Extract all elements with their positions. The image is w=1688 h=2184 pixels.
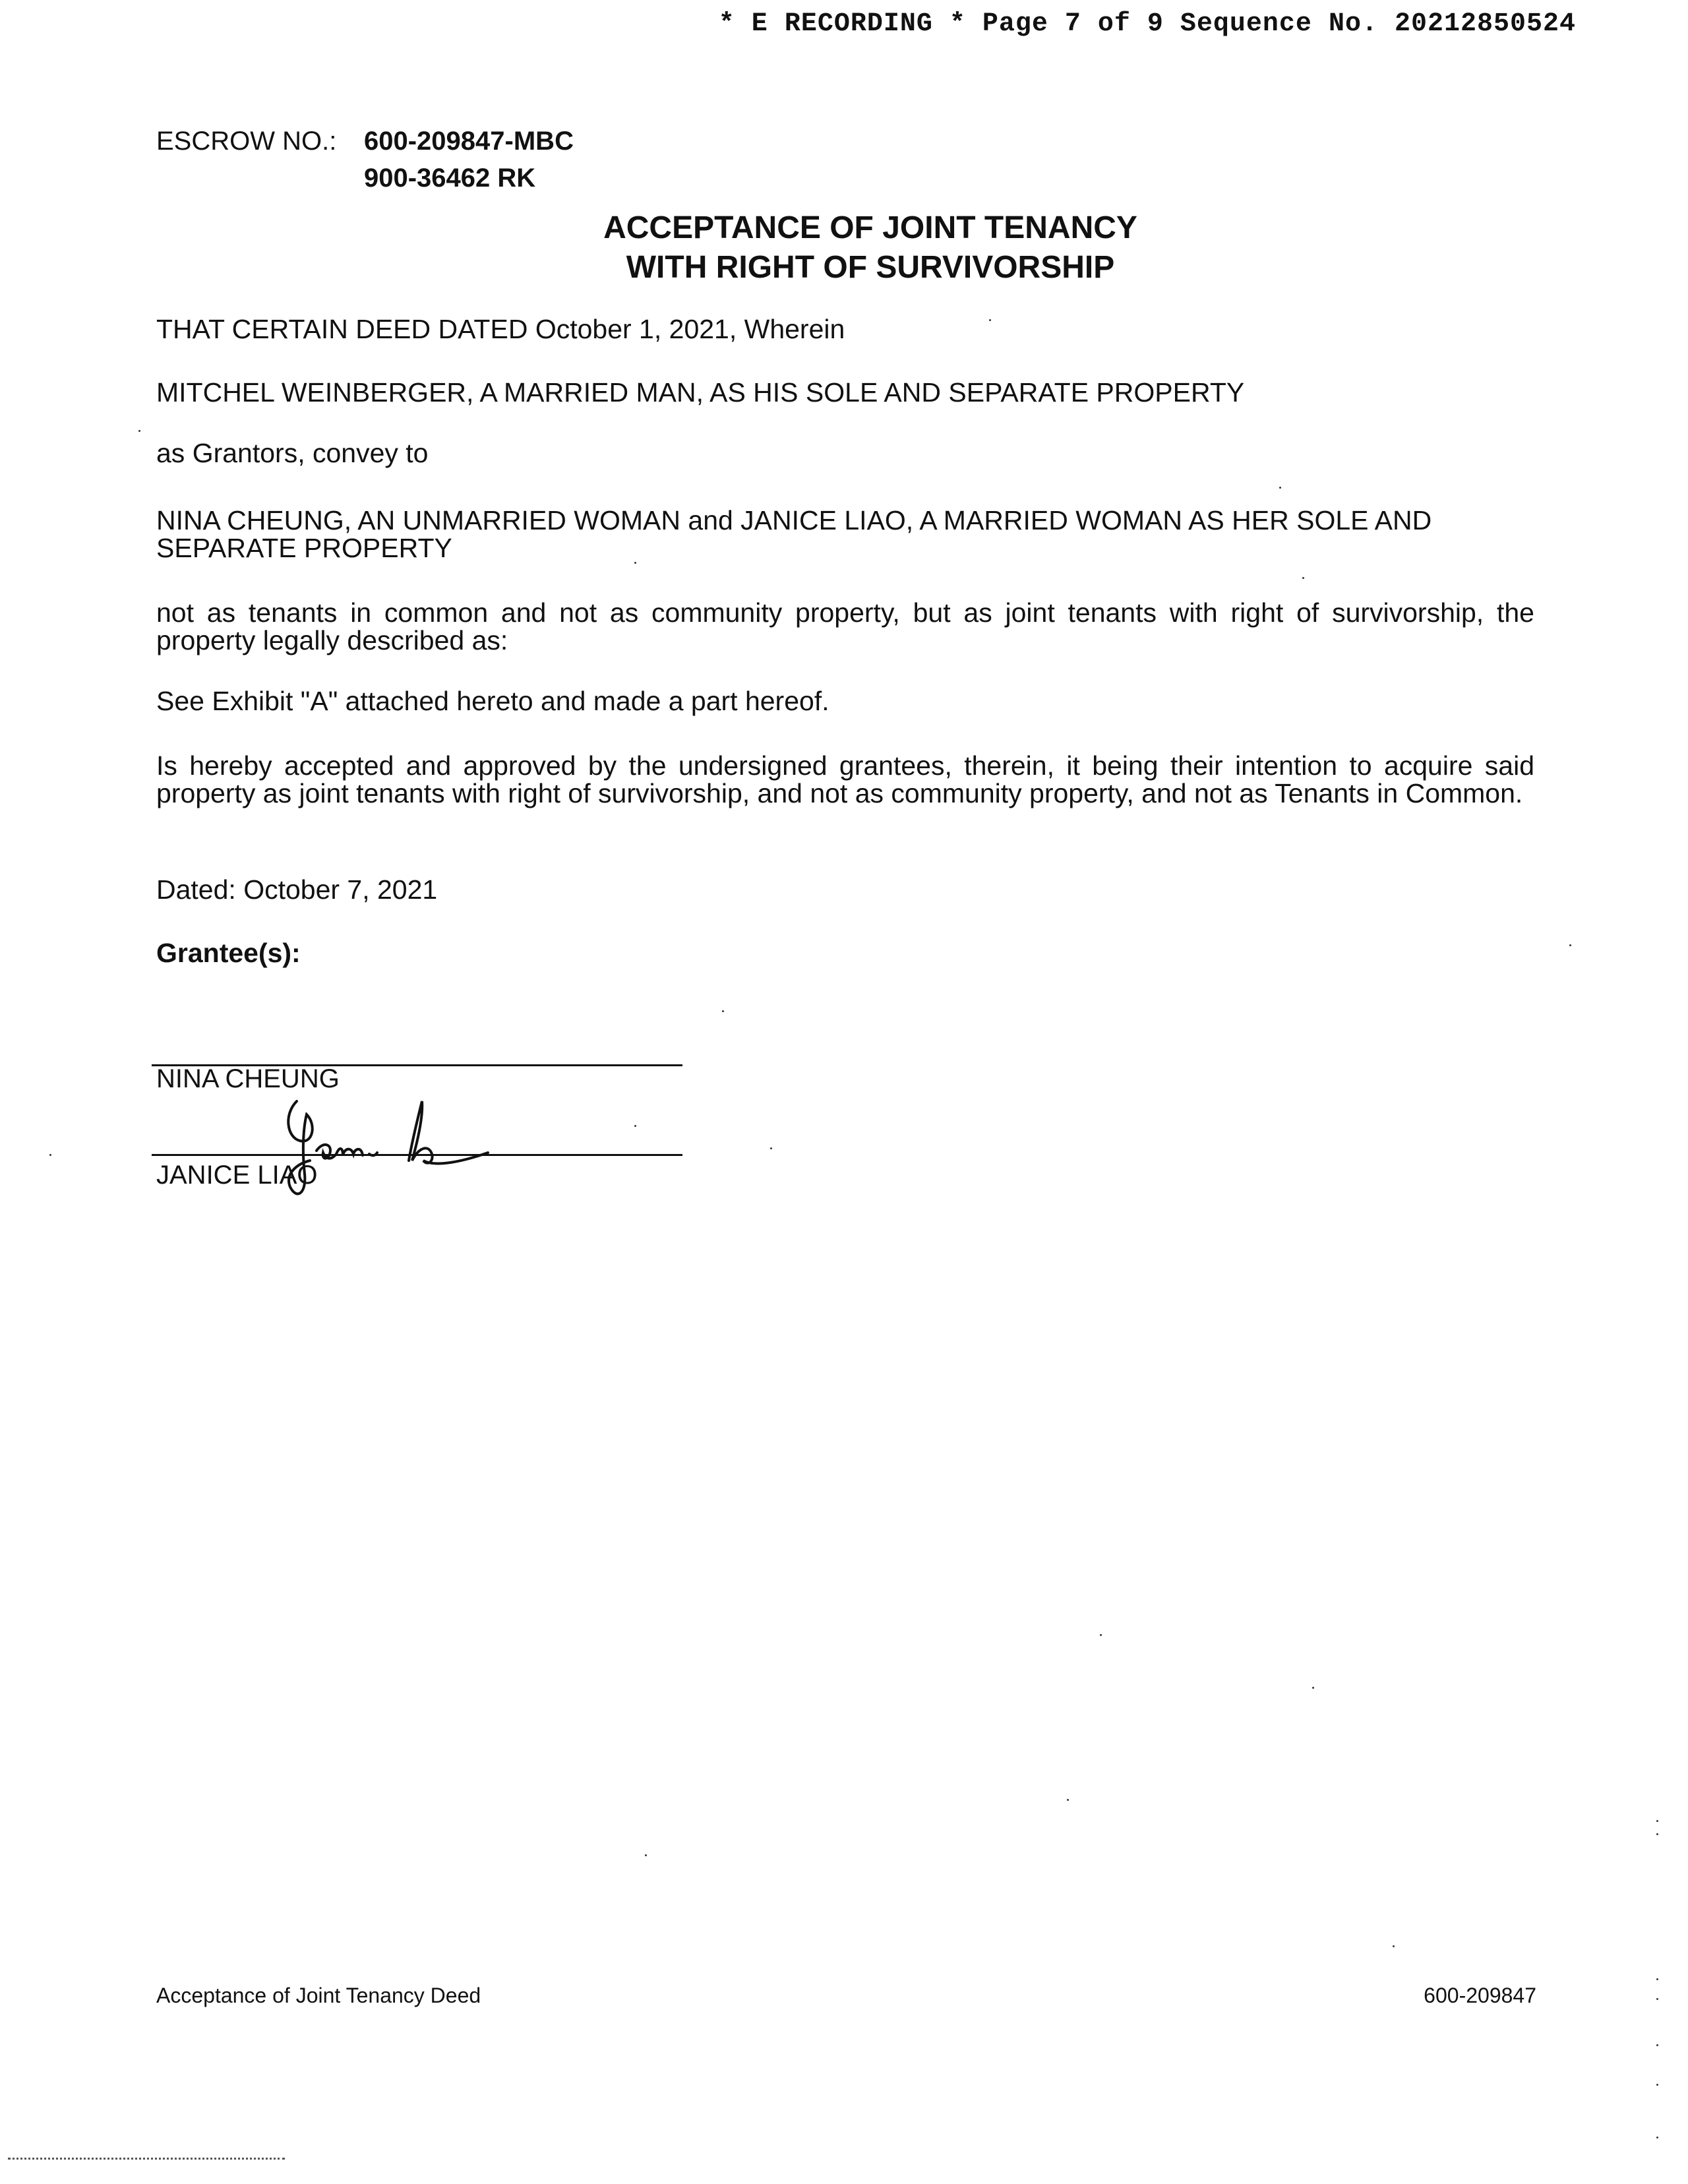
grantor-description: MITCHEL WEINBERGER, A MARRIED MAN, AS HIS SOLE AND SEPARATE PROPERTY [156,377,1245,408]
signature-line-2 [152,1154,682,1156]
escrow-number-secondary: 900-36462 RK [364,164,536,193]
dated-line: Dated: October 7, 2021 [156,874,438,905]
scan-speck [1656,2084,1658,2086]
exhibit-reference: See Exhibit "A" attached hereto and made a part hereof. [156,686,829,716]
signer-name-1: NINA CHEUNG [156,1064,340,1093]
scan-speck [1656,1978,1658,1980]
scan-speck [1656,1833,1658,1835]
scan-speck [634,562,636,564]
grantees-description: NINA CHEUNG, AN UNMARRIED WOMAN and JANICE LIAO, A MARRIED WOMAN AS HER SOLE AND SEPARATE PROPERTY [156,505,1432,563]
scan-speck [634,1125,636,1127]
scan-speck [138,430,140,432]
scan-speck [1656,2044,1658,2046]
document-title-line-2: WITH RIGHT OF SURVIVORSHIP [626,250,1115,285]
scan-speck [770,1147,772,1149]
document-title-line-1: ACCEPTANCE OF JOINT TENANCY [603,210,1137,245]
acceptance-clause: Is hereby accepted and approved by the undersigned grantees, therein, it being their intention to acquire said property as joint tenants with right of survivorship, and not as community property, and not as Tenants in Common. [156,750,1534,808]
scan-speck [989,319,991,321]
deed-statement: THAT CERTAIN DEED DATED October 1, 2021, Wherein [156,314,845,344]
scan-speck [49,1154,51,1156]
convey-statement: as Grantors, convey to [156,438,429,468]
scan-speck [1569,944,1571,946]
scan-speck [1393,1945,1395,1947]
tenancy-clause: not as tenants in common and not as community property, but as joint tenants with right of survivorship, the property legally described as: [156,597,1534,655]
scan-speck [1656,1820,1658,1822]
scan-speck [1100,1634,1102,1636]
scan-speck [1312,1687,1314,1689]
recording-header: * E RECORDING * Page 7 of 9 Sequence No. 20212850524 [718,9,1576,39]
escrow-label: ESCROW NO.: [156,127,337,156]
scan-speck [722,1010,724,1012]
scan-speck [1656,1998,1658,2000]
scan-speck [1279,487,1281,489]
scan-speck [1302,577,1304,579]
scan-speck [1656,2137,1658,2138]
scan-speck [1067,1799,1069,1801]
footer-reference-number: 600-209847 [1424,1984,1536,2007]
escrow-number-primary: 600-209847-MBC [364,127,574,156]
scan-edge-mark [8,2158,285,2160]
scan-speck [645,1854,647,1856]
footer-document-name: Acceptance of Joint Tenancy Deed [156,1984,481,2007]
grantees-heading: Grantee(s): [156,938,301,968]
signer-name-2: JANICE LIAO [156,1161,318,1190]
